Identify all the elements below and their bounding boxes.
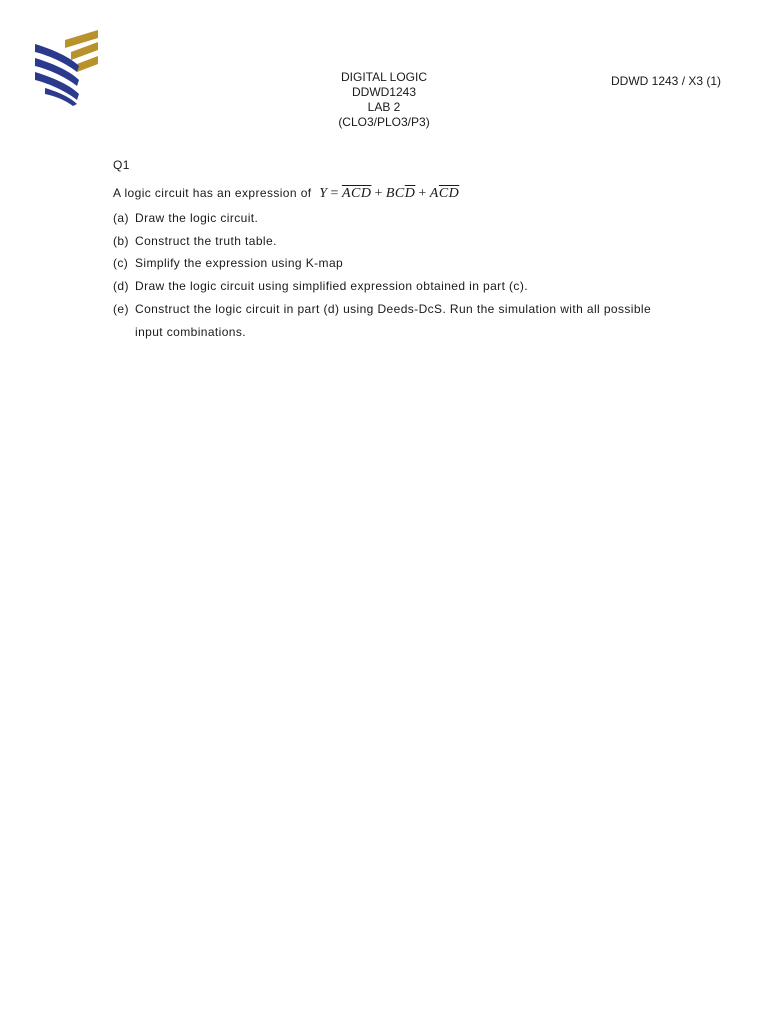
item-marker: (d) (113, 279, 129, 293)
item-marker: (a) (113, 211, 129, 225)
item-text: Draw the logic circuit. (135, 211, 259, 225)
item-marker: (e) (113, 302, 129, 316)
item-text: Simplify the expression using K-map (135, 256, 344, 270)
course-title: DIGITAL LOGIC (340, 70, 427, 84)
institution-logo (33, 28, 101, 106)
expr-plus2: + (418, 186, 427, 201)
expr-term1: $\overline{ACD}$ (341, 186, 372, 201)
expr-term2-bar: $\overline{D}$ (404, 186, 416, 201)
expr-term3-bar: $\overline{CD}$ (438, 186, 460, 201)
page-reference: DDWD 1243 / X3 (1) (611, 74, 722, 88)
list-item (113, 211, 258, 226)
item-continuation: input combinations. (135, 325, 246, 339)
question-number: Q1 (113, 158, 130, 172)
list-item (113, 234, 277, 249)
course-code: DDWD1243 (351, 85, 417, 99)
item-marker: (c) (113, 256, 129, 270)
item-marker: (b) (113, 234, 129, 248)
item-text: Construct the logic circuit in part (d) using Deeds-DcS. Run the simulation with all possible (135, 302, 652, 316)
expr-equals: = (330, 186, 339, 201)
list-item (113, 302, 651, 317)
boolean-expression (319, 186, 459, 201)
item-text: Draw the logic circuit using simplified expression obtained in part (c). (135, 279, 528, 293)
item-text: Construct the truth table. (135, 234, 277, 248)
intro-text: A logic circuit has an expression of (113, 186, 312, 200)
expr-plus1: + (374, 186, 383, 201)
expr-term3-plain: A (429, 186, 439, 201)
expr-term2-plain: BC (385, 186, 405, 201)
learning-outcomes: (CLO3/PLO3/P3) (338, 115, 430, 129)
lab-number: LAB 2 (367, 100, 401, 114)
list-item (113, 279, 528, 294)
question-intro (113, 186, 459, 202)
list-item (113, 256, 343, 271)
expr-lhs: Y (319, 186, 328, 201)
document-header (284, 70, 484, 130)
